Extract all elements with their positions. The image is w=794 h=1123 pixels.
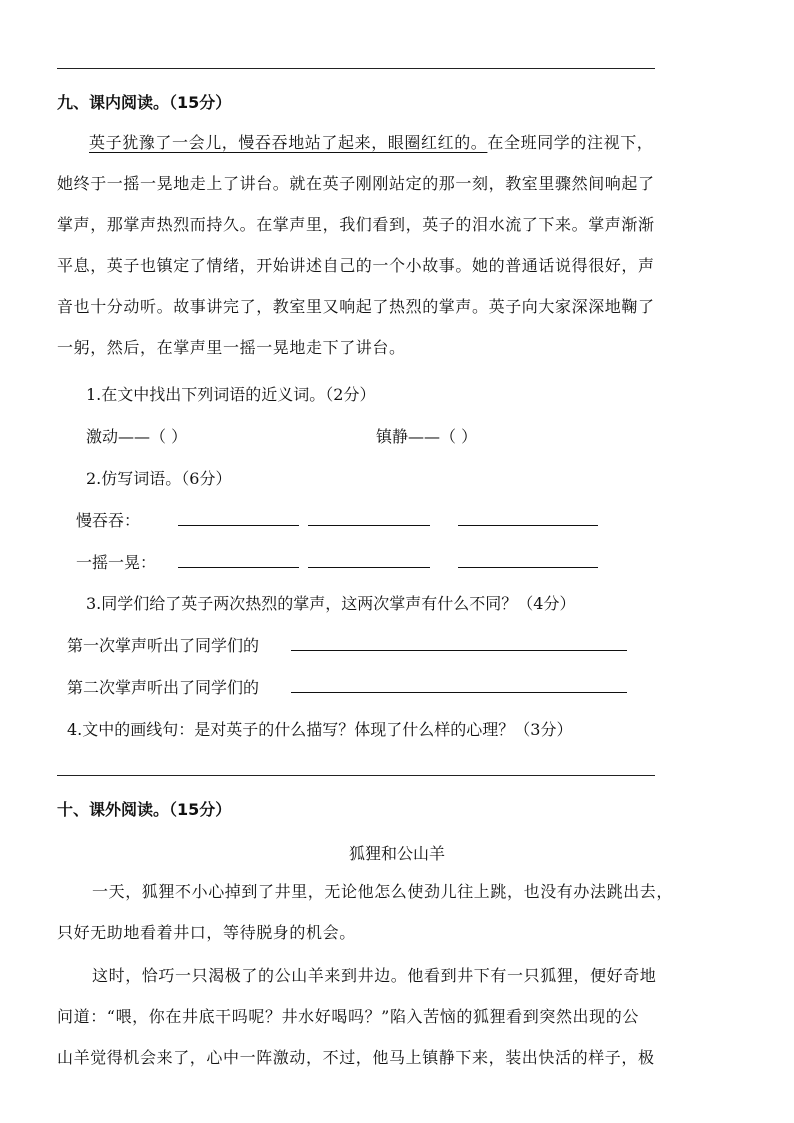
story-paragraph-2 <box>57 955 735 1078</box>
story-title: 狐狸和公山羊 <box>348 844 445 863</box>
story-p2-line-1: 这时，恰巧一只渴极了的公山羊来到井边。他看到井下有一只狐狸，便好奇地 <box>92 966 657 985</box>
story-p2-line-2: 问道：“喂，你在井底干吗呢？井水好喝吗？”陷入苦恼的狐狸看到突然出现的公 <box>57 1007 639 1026</box>
q2-row2-blank-2[interactable] <box>308 567 430 568</box>
story-p1-line-2: 只好无助地看着井口，等待脱身的机会。 <box>57 923 356 942</box>
question-4: 4.文中的画线句：是对英子的什么描写？体现了什么样的心理？（3分） <box>67 720 573 739</box>
q3-line2-blank[interactable] <box>291 692 627 693</box>
q2-row1-blank-2[interactable] <box>308 525 430 526</box>
section-divider-top <box>57 68 655 69</box>
q2-row2-blank-1[interactable] <box>178 567 299 568</box>
section9-passage <box>57 122 735 368</box>
passage-line-6: 一躬，然后，在掌声里一摇一晃地走下了讲台。 <box>57 338 406 357</box>
section10-heading: 十、课外阅读。（15分） <box>57 800 232 819</box>
passage-line-1-rest: 在全班同学的注视下， <box>487 133 654 152</box>
question-3: 3.同学们给了英子两次热烈的掌声，这两次掌声有什么不同？（4分） <box>86 594 576 613</box>
q2-row2-label: 一摇一晃： <box>76 553 157 572</box>
passage-line-3: 掌声，那掌声热烈而持久。在掌声里，我们看到，英子的泪水流了下来。掌声渐渐 <box>57 215 655 234</box>
passage-line-5: 音也十分动听。故事讲完了，教室里又响起了热烈的掌声。英子向大家深深地鞠了 <box>57 297 655 316</box>
q3-line2-label: 第二次掌声听出了同学们的 <box>67 678 260 697</box>
question-2: 2.仿写词语。（6分） <box>86 469 232 488</box>
q2-row1-blank-1[interactable] <box>178 525 299 526</box>
q2-row1-blank-3[interactable] <box>458 525 598 526</box>
story-paragraph-1 <box>57 871 735 953</box>
question-1: 1.在文中找出下列词语的近义词。（2分） <box>86 385 376 404</box>
q3-line1-blank[interactable] <box>291 650 627 651</box>
q1-item-b: 镇静——（ ） <box>376 427 478 446</box>
underlined-sentence: 英子犹豫了一会儿，慢吞吞地站了起来，眼圈红红的。 <box>89 133 488 152</box>
passage-line-4: 平息，英子也镇定了情绪，开始讲述自己的一个小故事。她的普通话说得很好，声 <box>57 256 655 275</box>
q1-item-a: 激动——（ ） <box>86 427 188 446</box>
story-p2-line-3: 山羊觉得机会来了，心中一阵激动，不过，他马上镇静下来，装出快活的样子，极 <box>57 1048 655 1067</box>
story-p1-line-1: 一天，狐狸不小心掉到了井里，无论他怎么使劲儿往上跳，也没有办法跳出去， <box>92 882 674 901</box>
passage-line-2: 她终于一摇一晃地走上了讲台。就在英子刚刚站定的那一刻，教室里骤然间响起了 <box>57 174 655 193</box>
passage-line-1 <box>57 122 735 163</box>
section9-heading: 九、课内阅读。（15分） <box>57 93 232 112</box>
q2-row2-blank-3[interactable] <box>458 567 598 568</box>
section-divider-middle <box>57 775 655 776</box>
q3-line1-label: 第一次掌声听出了同学们的 <box>67 636 260 655</box>
q2-row1-label: 慢吞吞： <box>76 511 141 530</box>
